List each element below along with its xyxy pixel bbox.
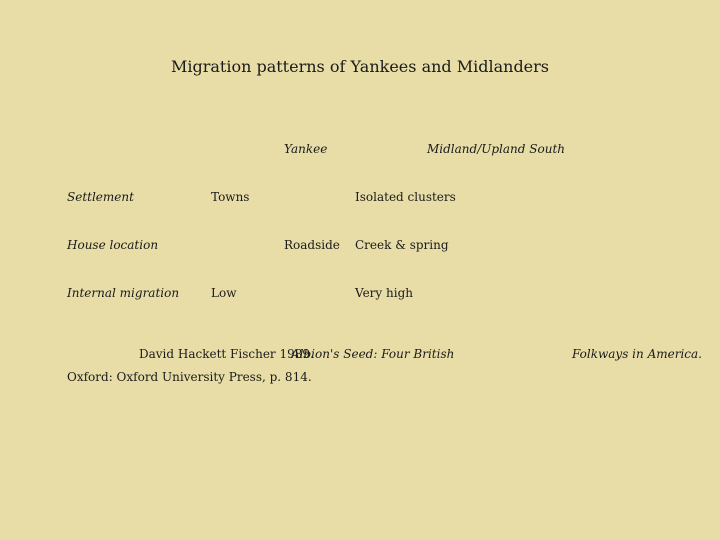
column-header-midland: Midland/Upland South <box>427 142 565 156</box>
cell-house-location-midland: Creek & spring <box>355 238 449 252</box>
cell-settlement-midland: Isolated clusters <box>355 190 456 204</box>
citation-prefix: David Hackett Fischer 1989. <box>139 347 314 361</box>
row-label-internal-migration: Internal migration <box>67 286 180 300</box>
cell-house-location-yankee: Roadside <box>284 238 340 252</box>
row-label-house-location: House location <box>67 238 159 252</box>
column-header-yankee: Yankee <box>284 142 328 156</box>
row-label-settlement: Settlement <box>67 190 134 204</box>
citation-publisher: Oxford: Oxford University Press, p. 814. <box>67 370 312 384</box>
cell-internal-migration-yankee: Low <box>211 286 237 300</box>
cell-settlement-yankee: Towns <box>211 190 250 204</box>
citation-book-title: Albion's Seed: Four British <box>291 347 455 361</box>
cell-internal-migration-midland: Very high <box>355 286 413 300</box>
slide-title: Migration patterns of Yankees and Midlanders <box>170 57 550 76</box>
citation-book-title-cont: Folkways in America. <box>572 347 702 361</box>
